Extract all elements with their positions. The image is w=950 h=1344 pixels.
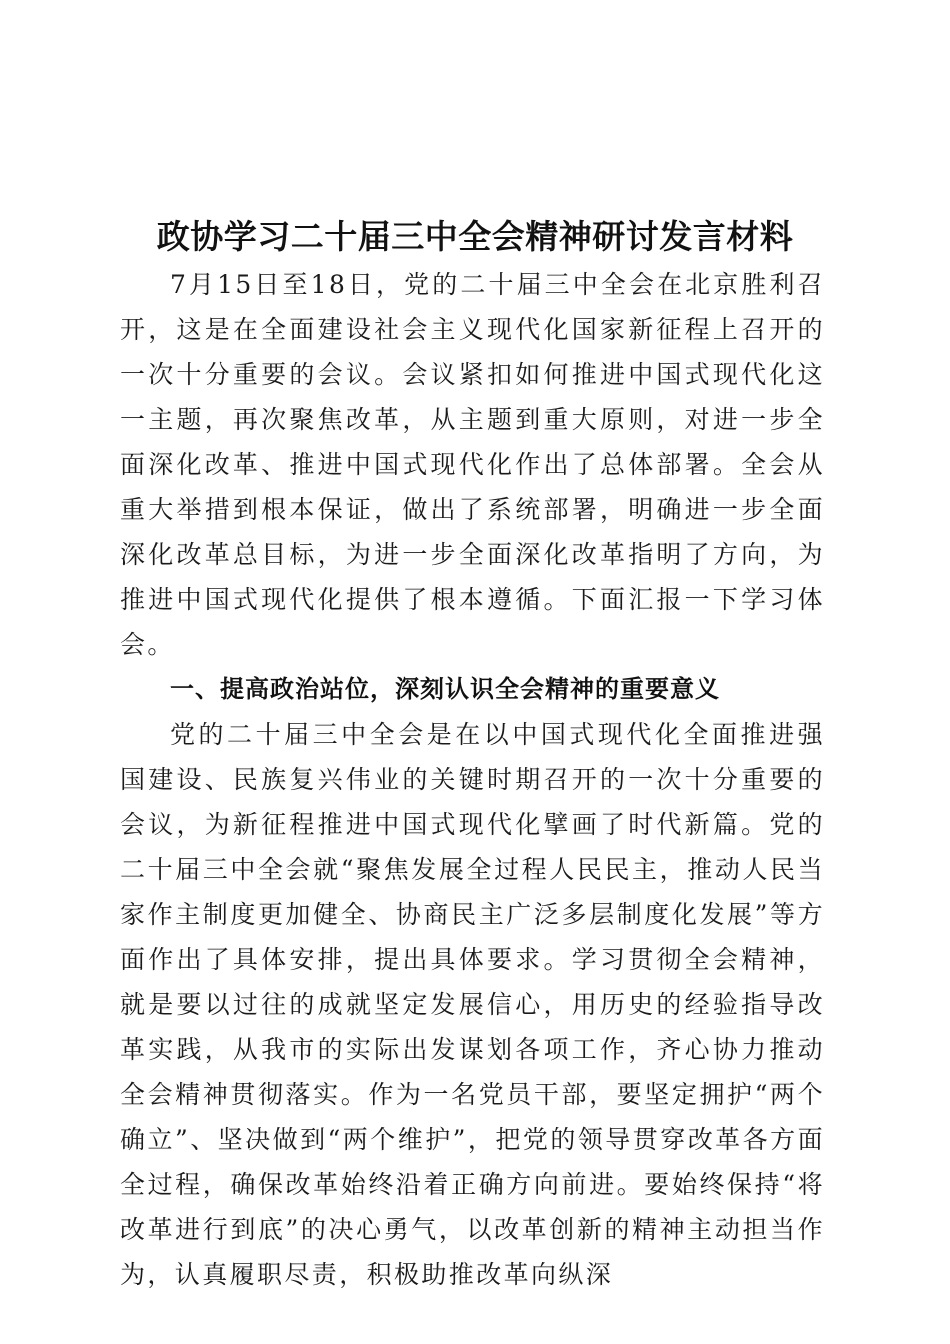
section-1-heading: 一、提高政治站位，深刻认识全会精神的重要意义 [170, 675, 720, 703]
section-1-paragraph: 党的二十届三中全会是在以中国式现代化全面推进强国建设、民族复兴伟业的关键时期召开的一次十分重要的会议，为新征程推进中国式现代化擘画了时代新篇。党的二十届三中全会就“聚焦发展全过程人民民主，推动人民当家作主制度更加健全、协商民主广泛多层制度化发展”等方面作出了具体安排，提出具体要求。学习贯彻全会精神，就是要以过往的成就坚定发展信心，用历史的经验指导改革实践，从我市的实际出发谋划各项工作，齐心协力推动全会精神贯彻落实。作为一名党员干部，要坚定拥护“两个确立”、坚决做到“两个维护”，把党的领导贯穿改革各方面全过程，确保改革始终沿着正确方向前进。要始终保持“将改革进行到底”的决心勇气，以改革创新的精神主动担当作为，认真履职尽责，积极助推改革向纵深 [120, 720, 825, 1289]
document-title: 政协学习二十届三中全会精神研讨发言材料 [156, 217, 794, 256]
intro-paragraph: 7月15日至18日，党的二十届三中全会在北京胜利召开，这是在全面建设社会主义现代化国家新征程上召开的一次十分重要的会议。会议紧扣如何推进中国式现代化这一主题，再次聚焦改革，从主题到重大原则，对进一步全面深化改革、推进中国式现代化作出了总体部署。全会从重大举措到根本保证，做出了系统部署，明确进一步全面深化改革总目标，为进一步全面深化改革指明了方向，为推进中国式现代化提供了根本遵循。下面汇报一下学习体会。 [120, 270, 825, 659]
document-body [120, 262, 825, 1297]
